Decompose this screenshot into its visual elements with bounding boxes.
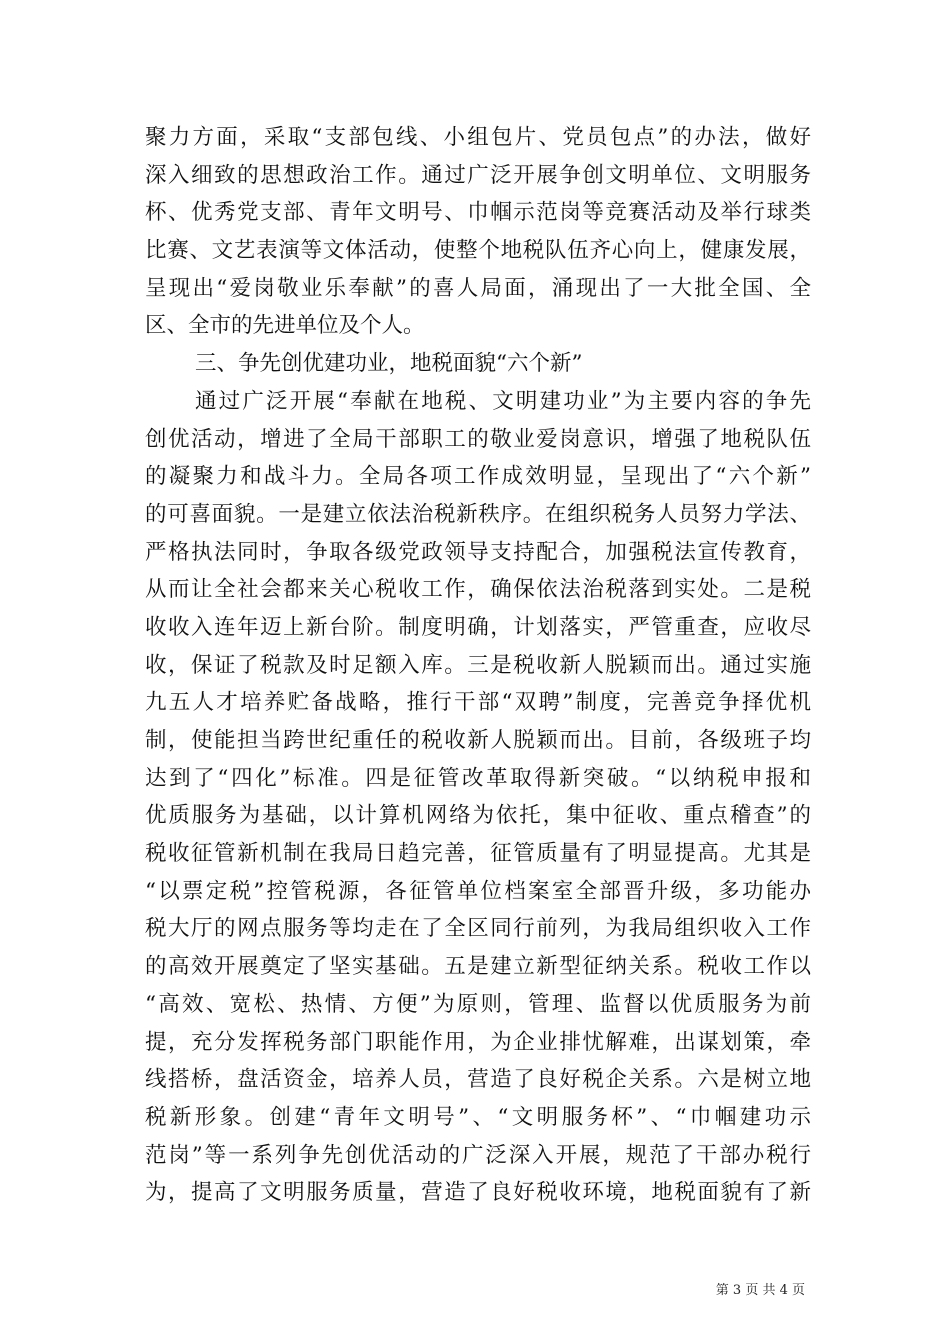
text-line: “以票定税”控管税源，各征管单位档案室全部晋升级，多功能办: [145, 878, 811, 904]
text-line: 的可喜面貌。一是建立依法治税新秩序。在组织税务人员努力学法、: [145, 501, 811, 527]
text-line: 优质服务为基础，以计算机网络为依托，集中征收、重点稽查”的: [145, 803, 811, 829]
text-line: 从而让全社会都来关心税收工作，确保依法治税落到实处。二是税: [145, 577, 811, 603]
text-line: 税大厅的网点服务等均走在了全区同行前列，为我局组织收入工作: [145, 916, 811, 942]
text-line: 收收入连年迈上新台阶。制度明确，计划落实，严管重查，应收尽: [145, 614, 811, 640]
section-heading: 三、争先创优建功业，地税面貌“六个新”: [195, 351, 583, 377]
text-line: 提，充分发挥税务部门职能作用，为企业排忧解难，出谋划策，牵: [145, 1029, 811, 1055]
text-line: 为，提高了文明服务质量，营造了良好税收环境，地税面貌有了新: [145, 1180, 811, 1206]
text-line: “高效、宽松、热情、方便”为原则，管理、监督以优质服务为前: [145, 991, 811, 1017]
text-line: 制，使能担当跨世纪重任的税收新人脱颖而出。目前，各级班子均: [145, 728, 811, 753]
text-line: 税收征管新机制在我局日趋完善，征管质量有了明显提高。尤其是: [145, 841, 811, 867]
text-line: 的高效开展奠定了坚实基础。五是建立新型征纳关系。税收工作以: [145, 954, 811, 980]
text-line: 呈现出“爱岗敬业乐奉献”的喜人局面，涌现出了一大批全国、全: [145, 275, 811, 301]
text-line: 收，保证了税款及时足额入库。三是税收新人脱颖而出。通过实施: [145, 652, 811, 678]
body-text: [145, 119, 811, 1212]
text-line: 创优活动，增进了全局干部职工的敬业爱岗意识，增强了地税队伍: [145, 426, 811, 452]
text-line: 范岗”等一系列争先创优活动的广泛深入开展，规范了干部办税行: [145, 1142, 811, 1168]
text-line: 的凝聚力和战斗力。全局各项工作成效明显，呈现出了“六个新”: [145, 464, 811, 490]
text-line: 线搭桥，盘活资金，培养人员，营造了良好税企关系。六是树立地: [145, 1067, 811, 1093]
text-line: 区、全市的先进单位及个人。: [145, 313, 425, 339]
text-line: 聚力方面，采取“支部包线、小组包片、党员包点”的办法，做好: [145, 125, 811, 150]
page-footer: 第 3 页 共 4 页: [715, 1283, 805, 1298]
text-line: 九五人才培养贮备战略，推行干部“双聘”制度，完善竞争择优机: [145, 690, 811, 716]
text-line: 比赛、文艺表演等文体活动，使整个地税队伍齐心向上，健康发展，: [145, 238, 811, 264]
text-line: 严格执法同时，争取各级党政领导支持配合，加强税法宣传教育，: [145, 539, 811, 565]
text-line: 税新形象。创建“青年文明号”、“文明服务杯”、“巾帼建功示: [145, 1104, 811, 1130]
text-line: 达到了“四化”标准。四是征管改革取得新突破。“以纳税申报和: [145, 765, 811, 791]
text-line: 深入细致的思想政治工作。通过广泛开展争创文明单位、文明服务: [145, 162, 811, 188]
text-line: 通过广泛开展“奉献在地税、文明建功业”为主要内容的争先: [195, 388, 811, 414]
text-line: 杯、优秀党支部、青年文明号、巾帼示范岗等竞赛活动及举行球类: [145, 200, 811, 226]
